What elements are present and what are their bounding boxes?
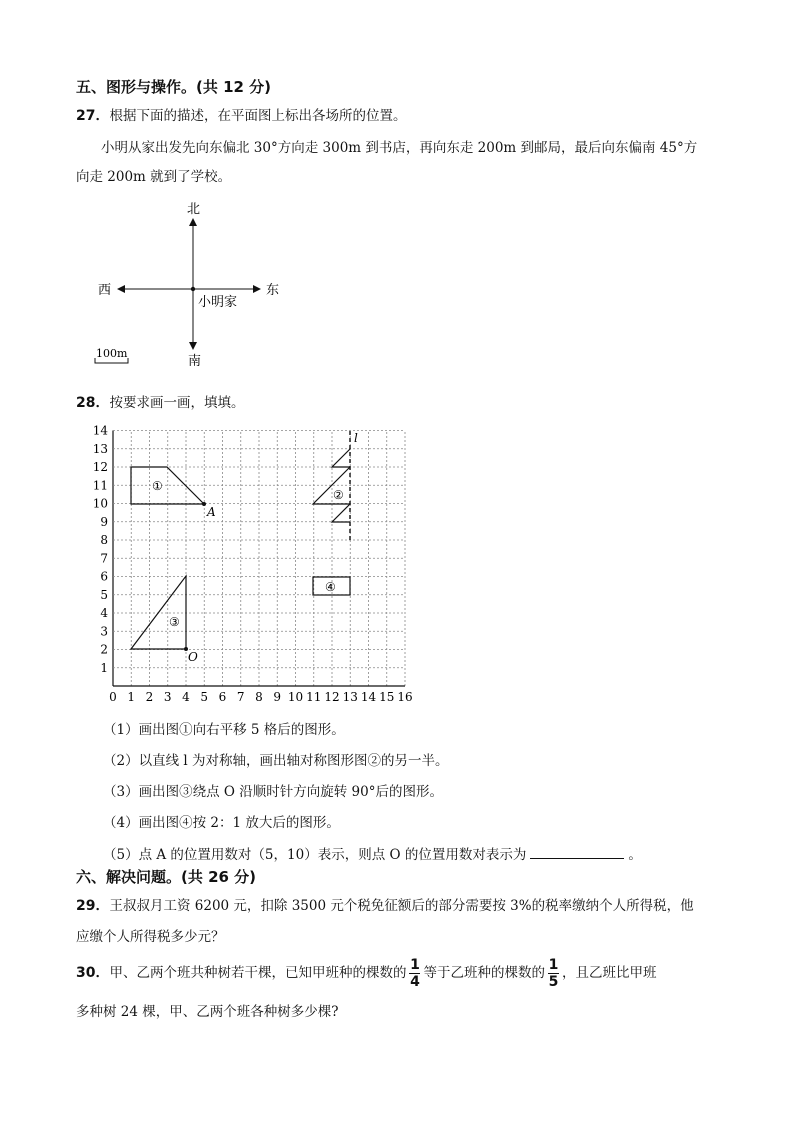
question-text: 等于乙班种的棵数的 (423, 965, 545, 981)
question-28-item-3: （3）画出图③绕点 O 沿顺时针方向旋转 90°后的图形。 (103, 784, 443, 800)
label-l: l (354, 431, 358, 445)
x-tick-label: 4 (182, 690, 190, 704)
y-tick-label: 12 (92, 460, 108, 474)
x-tick-label: 14 (360, 690, 377, 704)
south-label: 南 (188, 354, 202, 369)
fraction-one-fourth: $\frac{1}{4}$ (410, 957, 420, 990)
point-a (202, 502, 206, 506)
west-label: 西 (98, 283, 112, 298)
question-28-item-5 (103, 843, 642, 863)
grid-lines (113, 431, 405, 687)
figure-3-label: ③ (169, 615, 180, 629)
x-tick-label: 13 (342, 690, 358, 704)
question-number: 28． (76, 395, 110, 411)
item-5-text: （5）点 A 的位置用数对（5，10）表示，则点 O 的位置用数对表示为 (103, 847, 527, 863)
question-text: ，且乙班比甲班 (561, 965, 657, 981)
north-label: 北 (187, 202, 201, 217)
y-tick-label: 10 (92, 496, 108, 511)
question-27-desc-line1: 小明从家出发先向东偏北 30°方向走 300m 到书店，再向东走 200m 到邮局，最后向东偏南 45°方 (101, 140, 698, 156)
x-tick-label: 16 (397, 690, 413, 704)
fraction-one-fifth: $\frac{1}{5}$ (548, 957, 559, 990)
x-tick-label: 11 (306, 690, 322, 704)
question-28-item-1: （1）画出图①向右平移 5 格后的图形。 (103, 722, 345, 738)
x-tick-label: 0 (109, 690, 117, 704)
x-tick-label: 10 (287, 690, 304, 704)
east-label: 东 (266, 283, 280, 298)
question-28-item-2: （2）以直线 l 为对称轴，画出轴对称图形图②的另一半。 (103, 753, 449, 769)
x-tick-label: 5 (200, 690, 209, 704)
label-a: A (207, 505, 216, 519)
label-o: O (188, 650, 198, 664)
x-tick-label: 3 (163, 690, 172, 704)
y-tick-label: 8 (100, 533, 108, 547)
y-tick-label: 5 (100, 587, 108, 602)
answer-blank[interactable] (530, 846, 624, 859)
x-tick-label: 9 (273, 690, 282, 704)
y-tick-label: 1 (100, 660, 108, 675)
question-text: 甲、乙两个班共种树若干棵，已知甲班种的棵数的 (109, 965, 407, 981)
y-tick-label: 7 (100, 551, 108, 566)
question-29-line2: 应缴个人所得税多少元？ (76, 929, 225, 945)
question-number: 30． (76, 965, 110, 981)
question-30-line1 (76, 956, 656, 990)
x-tick-label: 6 (218, 690, 227, 704)
origin-label: 小明家 (198, 295, 238, 310)
item-5-end: 。 (628, 847, 642, 863)
x-tick-label: 1 (127, 690, 136, 704)
figure-2-bottom (332, 504, 350, 522)
y-tick-label: 13 (92, 441, 108, 456)
figure-2-label: ② (333, 488, 344, 502)
y-tick-label: 11 (92, 478, 108, 493)
y-tick-label: 3 (100, 624, 108, 639)
scale-label: 100m (96, 347, 128, 360)
x-tick-label: 7 (236, 690, 245, 704)
figure-3-triangle (131, 576, 186, 649)
y-tick-label: 14 (92, 423, 108, 438)
x-tick-label: 15 (379, 690, 395, 704)
question-29-line1 (76, 894, 694, 915)
question-30-line2: 多种树 24 棵，甲、乙两个班各种树多少棵? (76, 1004, 339, 1020)
section-title: 六、解决问题。(共 26 分) (76, 868, 257, 886)
y-tick-label: 6 (100, 569, 108, 584)
x-tick-label: 2 (145, 690, 154, 704)
question-number: 27． (76, 108, 110, 124)
question-text: 根据下面的描述，在平面图上标出各场所的位置。 (109, 108, 407, 124)
question-text: 按要求画一画，填填。 (109, 395, 245, 411)
y-tick-label: 4 (100, 606, 108, 620)
y-tick-label: 2 (100, 642, 108, 657)
figure-4-label: ④ (325, 580, 336, 594)
question-number: 29． (76, 898, 110, 914)
question-28-item-4: （4）画出图④按 2：1 放大后的图形。 (103, 815, 340, 831)
section-title: 五、图形与操作。(共 12 分) (76, 78, 272, 96)
figure-1-label: ① (152, 479, 163, 493)
question-27-desc-line2: 向走 200m 就到了学校。 (76, 169, 232, 185)
y-tick-label: 9 (100, 514, 108, 529)
grid-tick-labels (93, 424, 413, 705)
x-tick-label: 12 (324, 690, 340, 704)
figure-2-top (332, 449, 350, 467)
question-text: 王叔叔月工资 6200 元，扣除 3500 元个税免征额后的部分需要按 3%的税率缴纳个人所得税，他 (109, 898, 694, 914)
x-tick-label: 8 (255, 690, 263, 704)
